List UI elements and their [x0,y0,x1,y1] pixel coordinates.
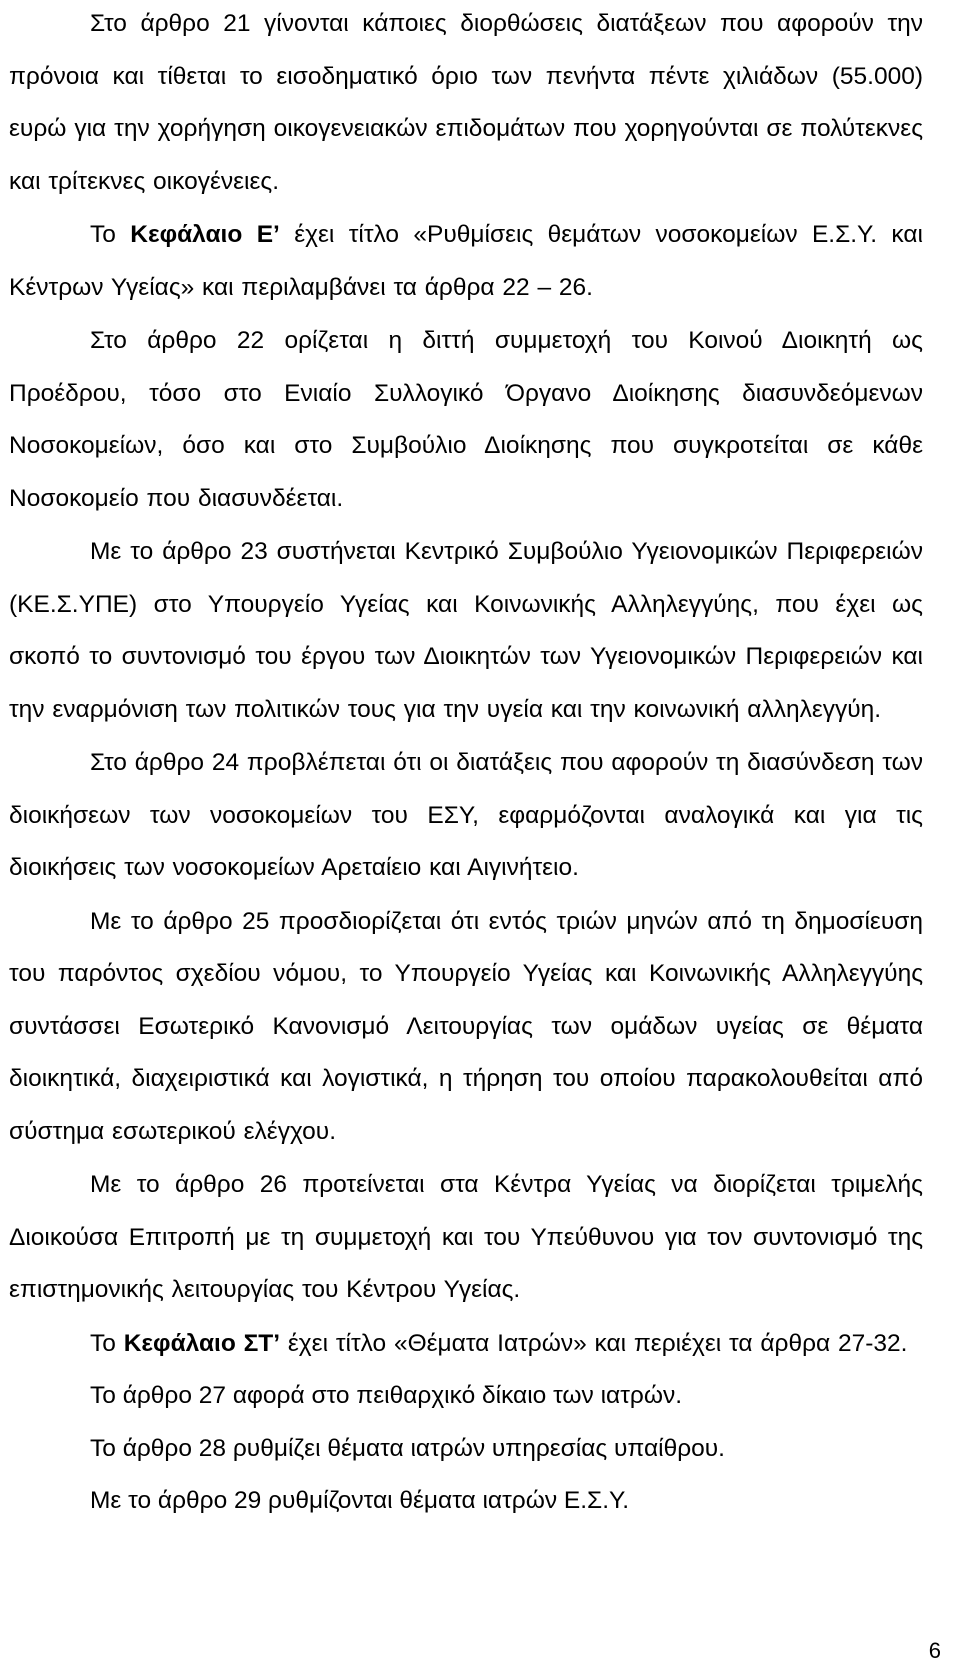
paragraph-article-25: Με το άρθρο 25 προσδιορίζεται ότι εντός τριών μηνών από τη δημοσίευση του παρόντος σχεδίου νόμου, το Υπουργείο Υγείας και Κοινωνικής Αλληλεγγύης συντάσσει Εσωτερικό Κανονισμό Λειτουργίας των ομάδων υγείας σε θέματα διοικητικά, διαχειριστικά και λογιστικά, η τήρηση του οποίου παρακολουθείται από σύστημα εσωτερικού ελέγχου. [9,907,923,1145]
paragraph-article-26: Με το άρθρο 26 προτείνεται στα Κέντρα Υγείας να διορίζεται τριμελής Διοικούσα Επιτροπή με τη συμμετοχή και του Υπεύθυνου για τον συντονισμό της επιστημονικής λειτουργίας του Κέντρου Υγείας. [9,1171,923,1303]
paragraph-article-23: Με το άρθρο 23 συστήνεται Κεντρικό Συμβούλιο Υγειονομικών Περιφερειών (ΚΕ.Σ.ΥΠΕ) στο Υπουργείο Υγείας και Κοινωνικής Αλληλεγγύης, που έχει ως σκοπό το συντονισμό του έργου των Διοικητών των Υγειονομικών Περιφερειών και την εναρμόνιση των πολιτικών τους για την υγεία και την κοινωνική αλληλεγγύη. [9,538,923,723]
paragraph-article-21: Στο άρθρο 21 γίνονται κάποιες διορθώσεις διατάξεων που αφορούν την πρόνοια και τίθεται το εισοδηματικό όριο των πενήντα πέντε χιλιάδων (55.000) ευρώ για την χορήγηση οικογενειακών επιδομάτων που χορηγούνται σε πολύτεκνες και τρίτεκνες οικογένειες. [9,10,923,195]
chapter-e-suffix: έχει τίτλο «Ρυθμίσεις θεμάτων νοσοκομείων Ε.Σ.Υ. και Κέντρων Υγείας» και περιλαμβάνει τα άρθρα 22 – 26. [9,221,923,301]
paragraph-chapter-st [9,1318,923,1371]
paragraph-article-29: Με το άρθρο 29 ρυθμίζονται θέματα ιατρών Ε.Σ.Υ. [90,1487,630,1514]
paragraph-article-27: Το άρθρο 27 αφορά στο πειθαρχικό δίκαιο των ιατρών. [90,1382,683,1409]
chapter-st-prefix: Το [90,1329,124,1357]
page-number: 6 [928,1638,941,1663]
document-body [9,0,923,1528]
paragraph-article-24: Στο άρθρο 24 προβλέπεται ότι οι διατάξεις που αφορούν τη διασύνδεση των διοικήσεων των νοσοκομείων του ΕΣΥ, εφαρμόζονται αναλογικά και για τις διοικήσεις των νοσοκομείων Αρεταίειο και Αιγινήτειο. [9,749,923,881]
paragraph-article-22: Στο άρθρο 22 ορίζεται η διττή συμμετοχή του Κοινού Διοικητή ως Προέδρου, τόσο στο Ενιαίο Συλλογικό Όργανο Διοίκησης διασυνδεόμενων Νοσοκομείων, όσο και στο Συμβούλιο Διοίκησης που συγκροτείται σε κάθε Νοσοκομείο που διασυνδέεται. [9,327,923,512]
chapter-e-prefix: Το [90,221,131,248]
paragraph-article-28: Το άρθρο 28 ρυθμίζει θέματα ιατρών υπηρεσίας υπαίθρου. [90,1434,725,1462]
chapter-e-title: Κεφάλαιο Ε’ [130,221,280,248]
paragraph-chapter-e [9,209,923,314]
chapter-st-title: Κεφάλαιο ΣΤ’ [123,1329,281,1357]
chapter-st-suffix: έχει τίτλο «Θέματα Ιατρών» και περιέχει τα άρθρα 27-32. [280,1329,908,1357]
